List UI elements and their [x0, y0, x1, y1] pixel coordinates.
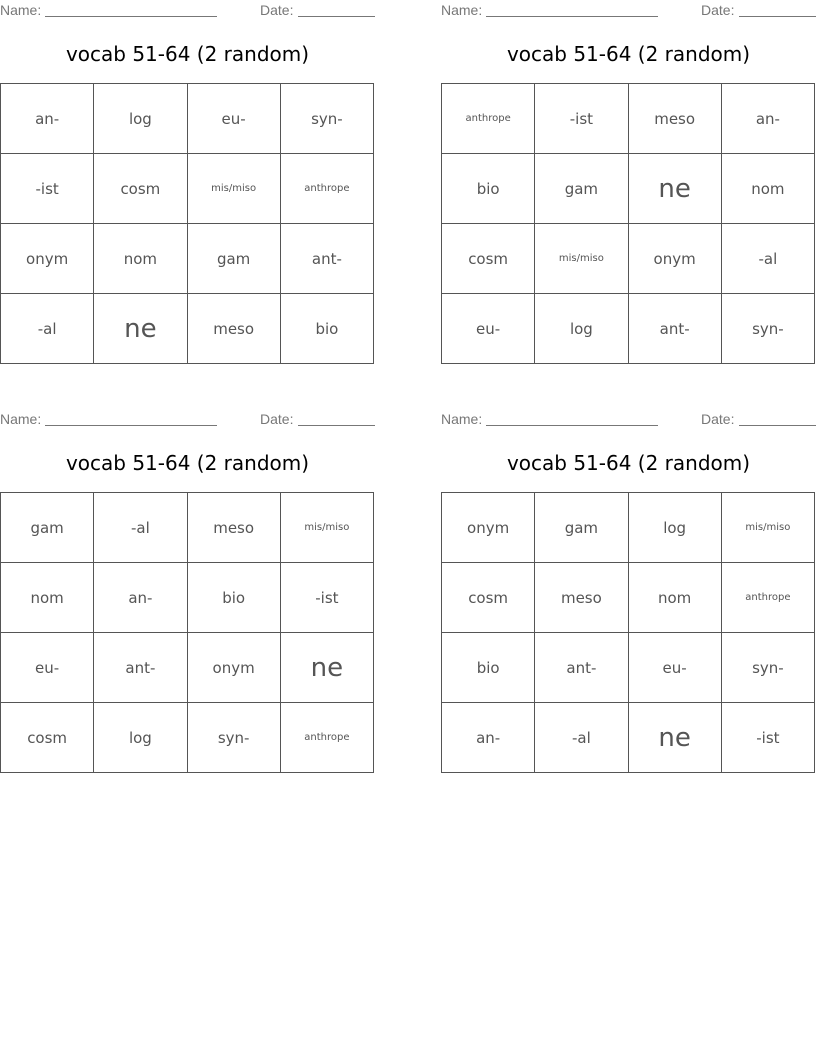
grid-cell: an- [1, 84, 94, 154]
grid-cell: ne [94, 294, 187, 364]
name-blank-line[interactable] [45, 16, 217, 17]
grid-cell: -al [1, 294, 94, 364]
name-blank-line[interactable] [45, 425, 217, 426]
grid-cell: -ist [1, 154, 94, 224]
grid-cell: ant- [535, 633, 628, 703]
grid-cell: eu- [187, 84, 280, 154]
name-label: Name: [441, 411, 483, 427]
bingo-grid [0, 492, 374, 773]
grid-cell: onym [442, 493, 535, 563]
grid-cell: -al [535, 703, 628, 773]
bingo-grid [441, 492, 815, 773]
grid-cell: gam [535, 493, 628, 563]
grid-cell: ne [628, 154, 721, 224]
card-title: vocab 51-64 (2 random) [506, 451, 751, 475]
grid-cell: cosm [442, 224, 535, 294]
card-header [441, 0, 816, 20]
grid-cell: nom [1, 563, 94, 633]
grid-cell: gam [187, 224, 280, 294]
date-blank-line[interactable] [298, 425, 375, 426]
grid-cell: bio [442, 633, 535, 703]
grid-row [442, 224, 815, 294]
grid-row [442, 84, 815, 154]
grid-cell: ne [628, 703, 721, 773]
grid-cell: an- [94, 563, 187, 633]
grid-cell: gam [535, 154, 628, 224]
date-label: Date: [260, 2, 294, 18]
bingo-card-2 [441, 0, 816, 365]
grid-cell: mis/miso [535, 224, 628, 294]
grid-cell: cosm [1, 703, 94, 773]
grid-row [442, 154, 815, 224]
grid-cell: -al [721, 224, 814, 294]
grid-row [1, 703, 374, 773]
grid-cell: log [94, 703, 187, 773]
grid-cell: ne [280, 633, 373, 703]
name-blank-line[interactable] [486, 425, 658, 426]
grid-cell: meso [187, 493, 280, 563]
grid-row [1, 84, 374, 154]
grid-row [442, 493, 815, 563]
grid-cell: meso [535, 563, 628, 633]
grid-row [1, 493, 374, 563]
grid-cell: eu- [442, 294, 535, 364]
card-header [0, 409, 375, 429]
grid-cell: nom [628, 563, 721, 633]
grid-cell: anthrope [442, 84, 535, 154]
grid-cell: cosm [442, 563, 535, 633]
grid-cell: anthrope [280, 703, 373, 773]
date-blank-line[interactable] [739, 425, 816, 426]
grid-cell: mis/miso [721, 493, 814, 563]
grid-cell: meso [187, 294, 280, 364]
grid-cell: mis/miso [187, 154, 280, 224]
grid-cell: onym [187, 633, 280, 703]
bingo-card-3 [0, 409, 375, 774]
grid-cell: nom [721, 154, 814, 224]
grid-cell: nom [94, 224, 187, 294]
grid-cell: bio [280, 294, 373, 364]
card-title: vocab 51-64 (2 random) [65, 42, 310, 66]
grid-row [1, 563, 374, 633]
grid-cell: onym [628, 224, 721, 294]
bingo-grid [0, 83, 374, 364]
grid-cell: mis/miso [280, 493, 373, 563]
bingo-card-1 [0, 0, 375, 365]
grid-row [442, 563, 815, 633]
grid-cell: syn- [721, 633, 814, 703]
date-label: Date: [701, 411, 735, 427]
grid-cell: -ist [721, 703, 814, 773]
grid-row [442, 703, 815, 773]
card-header [441, 409, 816, 429]
date-label: Date: [260, 411, 294, 427]
grid-cell: an- [721, 84, 814, 154]
grid-cell: syn- [721, 294, 814, 364]
grid-row [1, 224, 374, 294]
grid-row [1, 294, 374, 364]
grid-cell: syn- [187, 703, 280, 773]
card-title: vocab 51-64 (2 random) [506, 42, 751, 66]
grid-cell: bio [442, 154, 535, 224]
date-blank-line[interactable] [298, 16, 375, 17]
grid-cell: anthrope [721, 563, 814, 633]
grid-row [1, 154, 374, 224]
grid-cell: cosm [94, 154, 187, 224]
grid-cell: ant- [628, 294, 721, 364]
name-blank-line[interactable] [486, 16, 658, 17]
grid-cell: log [535, 294, 628, 364]
grid-cell: log [628, 493, 721, 563]
grid-cell: an- [442, 703, 535, 773]
bingo-grid [441, 83, 815, 364]
grid-cell: -al [94, 493, 187, 563]
name-label: Name: [0, 411, 42, 427]
grid-cell: -ist [280, 563, 373, 633]
grid-cell: bio [187, 563, 280, 633]
grid-cell: syn- [280, 84, 373, 154]
date-blank-line[interactable] [739, 16, 816, 17]
grid-row [442, 633, 815, 703]
grid-row [1, 633, 374, 703]
card-title: vocab 51-64 (2 random) [65, 451, 310, 475]
card-header [0, 0, 375, 20]
grid-cell: gam [1, 493, 94, 563]
grid-cell: ant- [94, 633, 187, 703]
grid-cell: eu- [1, 633, 94, 703]
grid-cell: anthrope [280, 154, 373, 224]
date-label: Date: [701, 2, 735, 18]
bingo-card-4 [441, 409, 816, 774]
grid-cell: onym [1, 224, 94, 294]
grid-cell: ant- [280, 224, 373, 294]
name-label: Name: [441, 2, 483, 18]
grid-cell: -ist [535, 84, 628, 154]
name-label: Name: [0, 2, 42, 18]
grid-cell: log [94, 84, 187, 154]
grid-cell: meso [628, 84, 721, 154]
grid-cell: eu- [628, 633, 721, 703]
grid-row [442, 294, 815, 364]
